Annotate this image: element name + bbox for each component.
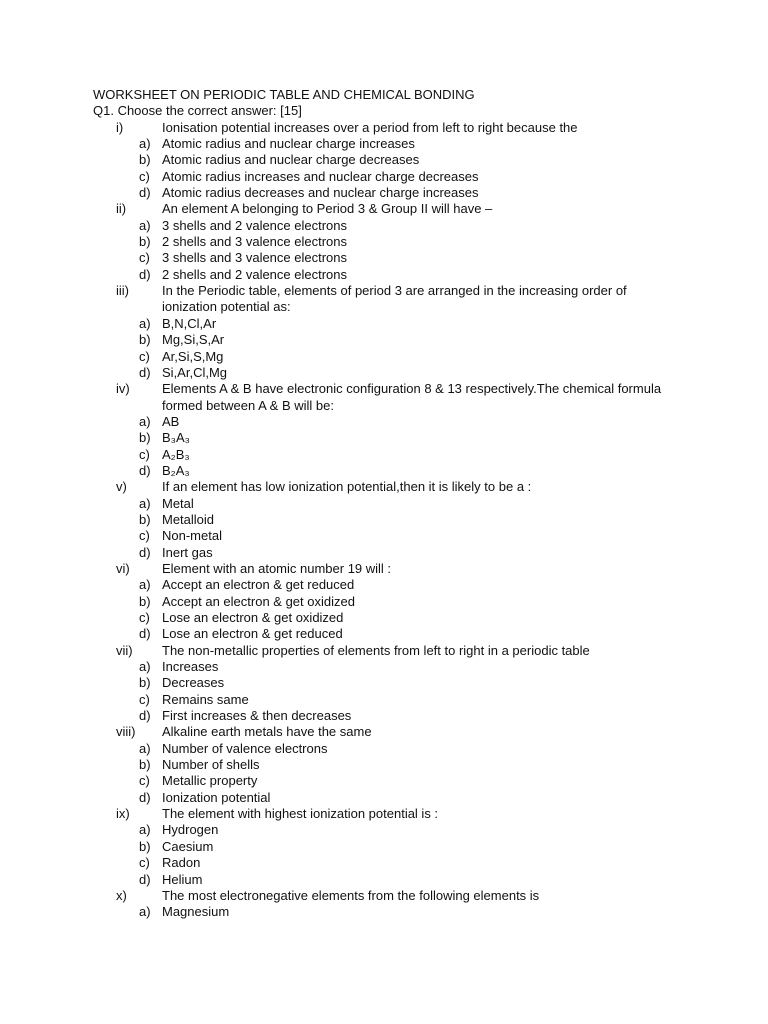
question-line xyxy=(93,201,733,217)
option-line xyxy=(93,365,733,381)
option-text: Atomic radius increases and nuclear charge decreases xyxy=(162,168,479,184)
question-block xyxy=(93,561,733,643)
question-line xyxy=(93,724,733,740)
option-label: d) xyxy=(139,364,151,380)
option-text: Magnesium xyxy=(162,904,230,920)
option-label: c) xyxy=(139,610,150,625)
option-text: 3 shells and 2 valence electrons xyxy=(162,217,348,233)
option-text: Lose an electron & get reduced xyxy=(162,626,343,642)
question-text: In the Periodic table, elements of period 3 are arranged in the increasing order of xyxy=(162,283,627,299)
option-label: a) xyxy=(139,136,151,152)
question-number: viii) xyxy=(116,724,136,740)
option-label: d) xyxy=(139,266,151,282)
option-label: b) xyxy=(139,593,151,609)
worksheet-title: WORKSHEET ON PERIODIC TABLE AND CHEMICAL BONDING xyxy=(93,87,475,102)
question-block xyxy=(93,479,733,561)
option-label: b) xyxy=(139,152,151,168)
option-text: Hydrogen xyxy=(162,822,219,838)
option-line xyxy=(93,512,733,528)
option-line xyxy=(93,185,733,201)
option-line xyxy=(93,218,733,234)
option-text: 2 shells and 3 valence electrons xyxy=(162,234,348,250)
question-line xyxy=(93,283,733,299)
option-text: Atomic radius decreases and nuclear charge increases xyxy=(162,185,479,201)
option-line xyxy=(93,463,733,479)
option-text: Helium xyxy=(162,871,203,887)
option-label: a) xyxy=(139,577,151,593)
option-text: Inert gas xyxy=(162,544,213,560)
question-number: vi) xyxy=(116,560,130,576)
option-line xyxy=(93,626,733,642)
option-label: a) xyxy=(139,495,151,511)
question-text: The most electronegative elements from the following elements is xyxy=(162,887,540,903)
option-text: First increases & then decreases xyxy=(162,708,352,724)
option-line xyxy=(93,136,733,152)
question-block xyxy=(93,201,733,283)
question-block xyxy=(93,283,733,381)
option-text: AB xyxy=(162,413,180,429)
question-text: An element A belonging to Period 3 & Group II will have – xyxy=(162,201,493,217)
option-text: Number of shells xyxy=(162,757,260,773)
option-line xyxy=(93,675,733,691)
question-line xyxy=(93,643,733,659)
option-text: Accept an electron & get reduced xyxy=(162,577,355,593)
option-line xyxy=(93,855,733,871)
option-label: c) xyxy=(139,250,150,266)
question-number: vii) xyxy=(116,642,133,658)
option-label: a) xyxy=(139,740,151,756)
option-label: d) xyxy=(139,708,151,724)
option-text: Accept an electron & get oxidized xyxy=(162,593,355,609)
option-text: B,N,Cl,Ar xyxy=(162,315,217,331)
option-text: Increases xyxy=(162,659,219,675)
option-line xyxy=(93,594,733,610)
question-number: iv) xyxy=(116,381,130,397)
option-line xyxy=(93,332,733,348)
option-line xyxy=(93,839,733,855)
question-line xyxy=(93,888,733,904)
option-line xyxy=(93,692,733,708)
option-text: Remains same xyxy=(162,691,249,707)
question-number: ix) xyxy=(116,806,130,822)
option-label: b) xyxy=(139,838,151,854)
question-number: ii) xyxy=(116,201,127,217)
option-label: a) xyxy=(139,315,151,331)
option-line xyxy=(93,659,733,675)
option-label: d) xyxy=(139,185,151,201)
option-text: Atomic radius and nuclear charge decreases xyxy=(162,152,420,168)
option-label: a) xyxy=(139,659,151,675)
option-line xyxy=(93,790,733,806)
option-text: Metalloid xyxy=(162,511,215,527)
option-text: Lose an electron & get oxidized xyxy=(162,610,344,625)
option-label: c) xyxy=(139,691,150,707)
option-text: 3 shells and 3 valence electrons xyxy=(162,250,348,266)
option-text: Caesium xyxy=(162,838,214,854)
question-number: iii) xyxy=(116,283,129,299)
worksheet-document xyxy=(93,87,733,921)
option-line xyxy=(93,250,733,266)
option-label: d) xyxy=(139,789,151,805)
question-number: i) xyxy=(116,119,124,135)
option-label: c) xyxy=(139,528,150,544)
option-label: c) xyxy=(139,348,150,364)
option-text: Number of valence electrons xyxy=(162,740,328,756)
question-text: ionization potential as: xyxy=(162,299,291,315)
option-text: Mg,Si,S,Ar xyxy=(162,332,225,348)
option-line xyxy=(93,610,733,626)
option-text: 2 shells and 2 valence electrons xyxy=(162,266,348,282)
question-continuation-line xyxy=(93,299,733,315)
option-label: a) xyxy=(139,413,151,429)
option-text: Atomic radius and nuclear charge increases xyxy=(162,136,415,152)
question-block xyxy=(93,120,733,202)
question-block xyxy=(93,888,733,921)
option-text: Radon xyxy=(162,855,201,871)
option-label: c) xyxy=(139,855,150,871)
question-block xyxy=(93,381,733,479)
option-line xyxy=(93,545,733,561)
option-line xyxy=(93,430,733,446)
option-line xyxy=(93,773,733,789)
question-number: v) xyxy=(116,479,127,495)
question-text: Ionisation potential increases over a period from left to right because the xyxy=(162,119,578,135)
option-text: Metal xyxy=(162,495,194,511)
option-text: B₂A₃ xyxy=(162,462,190,478)
option-label: d) xyxy=(139,544,151,560)
option-label: d) xyxy=(139,626,151,642)
section-heading: Q1. Choose the correct answer: [15] xyxy=(93,103,302,119)
option-text: Non-metal xyxy=(162,528,222,544)
option-text: B₃A₃ xyxy=(162,430,190,446)
option-label: c) xyxy=(139,168,150,184)
option-line xyxy=(93,904,733,920)
option-label: d) xyxy=(139,871,151,887)
option-label: b) xyxy=(139,757,151,773)
option-label: a) xyxy=(139,822,151,838)
question-block xyxy=(93,643,733,725)
option-line xyxy=(93,152,733,168)
option-text: Decreases xyxy=(162,675,225,691)
question-text: If an element has low ionization potential,then it is likely to be a : xyxy=(162,479,532,495)
option-label: b) xyxy=(139,675,151,691)
question-text: The non-metallic properties of elements from left to right in a periodic table xyxy=(162,642,590,658)
option-line xyxy=(93,267,733,283)
option-line xyxy=(93,234,733,250)
option-line xyxy=(93,741,733,757)
option-label: a) xyxy=(139,904,151,920)
question-text: Alkaline earth metals have the same xyxy=(162,724,372,740)
question-continuation-line xyxy=(93,398,733,414)
option-label: a) xyxy=(139,217,151,233)
question-text: formed between A & B will be: xyxy=(162,397,334,413)
option-line xyxy=(93,708,733,724)
option-line xyxy=(93,528,733,544)
option-label: d) xyxy=(139,462,151,478)
question-text: The element with highest ionization potential is : xyxy=(162,806,439,822)
option-label: b) xyxy=(139,511,151,527)
question-line xyxy=(93,806,733,822)
question-block xyxy=(93,806,733,888)
question-line xyxy=(93,381,733,397)
option-label: b) xyxy=(139,332,151,348)
option-label: c) xyxy=(139,446,150,462)
option-line xyxy=(93,577,733,593)
option-line xyxy=(93,757,733,773)
question-line xyxy=(93,479,733,495)
option-text: Ar,Si,S,Mg xyxy=(162,348,224,364)
option-text: Si,Ar,Cl,Mg xyxy=(162,364,228,380)
option-line xyxy=(93,496,733,512)
question-block xyxy=(93,724,733,806)
question-text: Elements A & B have electronic configuration 8 & 13 respectively.The chemical formula xyxy=(162,381,662,397)
option-label: b) xyxy=(139,234,151,250)
option-line xyxy=(93,414,733,430)
option-line xyxy=(93,169,733,185)
option-text: Metallic property xyxy=(162,773,258,789)
question-list xyxy=(93,120,733,921)
option-line xyxy=(93,822,733,838)
question-text: Element with an atomic number 19 will : xyxy=(162,560,392,576)
option-line xyxy=(93,872,733,888)
option-line xyxy=(93,349,733,365)
question-line xyxy=(93,120,733,136)
option-line xyxy=(93,447,733,463)
option-label: c) xyxy=(139,773,150,789)
question-line xyxy=(93,561,733,577)
option-text: A₂B₃ xyxy=(162,446,190,462)
question-number: x) xyxy=(116,887,127,903)
option-line xyxy=(93,316,733,332)
option-text: Ionization potential xyxy=(162,789,271,805)
option-label: b) xyxy=(139,430,151,446)
